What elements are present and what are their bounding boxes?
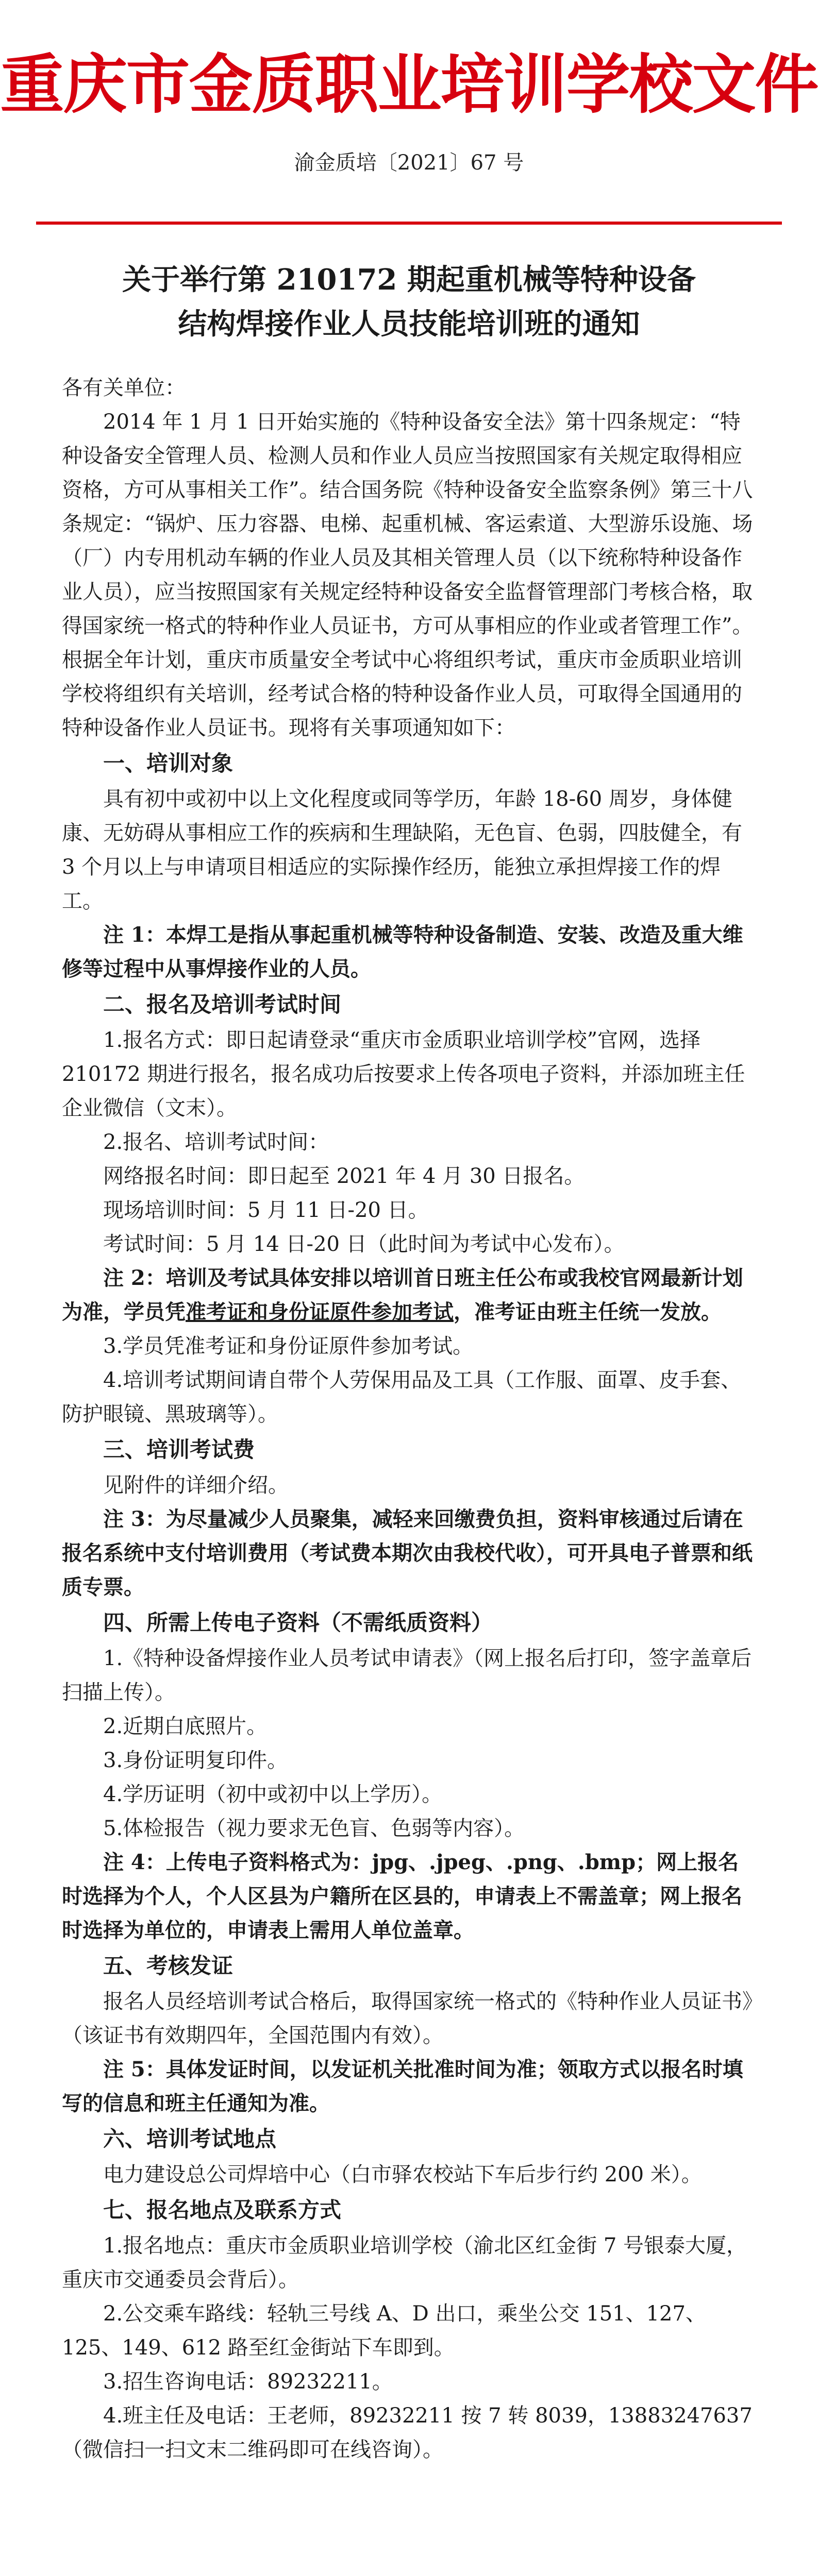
- section-4-item-4: 4.学历证明（初中或初中以上学历）。: [103, 1783, 443, 1806]
- section-6-paragraph: 电力建设总公司焊培中心（白市驿农校站下车后步行约 200 米）。: [103, 2163, 702, 2187]
- section-heading-2: 二、报名及培训考试时间: [103, 992, 342, 1017]
- notice-title-line-2: 结构焊接作业人员技能培训班的通知: [178, 307, 640, 341]
- section-3-paragraph: 见附件的详细介绍。: [103, 1473, 289, 1497]
- section-7-item-3: 3.招生咨询电话：89232211。: [103, 2370, 393, 2394]
- section-4-note: 注 4：上传电子资料格式为：jpg、.jpeg、.png、.bmp；网上报名时选择为个人，个人区县为户籍所在区县的，申请表上不需盖章；网上报名时选择为单位的，申请表上需用人单位盖章。: [62, 1850, 742, 1942]
- red-separator-line: [36, 222, 782, 225]
- section-2-note-part-b: ，准考证由班主任统一发放。: [454, 1300, 722, 1324]
- section-4-item-3: 3.身份证明复印件。: [103, 1749, 288, 1772]
- section-5-paragraph: 报名人员经培训考试合格后，取得国家统一格式的《特种作业人员证书》（该证书有效期四年，全国范围内有效）。: [62, 1990, 753, 2047]
- section-2-note-part-a: 注 2：培训及考试具体安排以培训首日班主任公布或我校官网最新计划为准，学员凭: [62, 1266, 743, 1324]
- section-3-note: 注 3：为尽量减少人员聚集，减轻来回缴费负担，资料审核通过后请在报名系统中支付培训费用（考试费本期次由我校代收），可开具电子普票和纸质专票。: [62, 1507, 753, 1599]
- section-4-item-2: 2.近期白底照片。: [103, 1715, 268, 1738]
- section-2-note: [62, 1261, 756, 1329]
- section-1-note: 注 1：本焊工是指从事起重机械等特种设备制造、安装、改造及重大维修等过程中从事焊接作业的人员。: [62, 923, 743, 981]
- section-heading-6: 六、培训考试地点: [103, 2126, 277, 2151]
- school-document-title: 重庆市金质职业培训学校文件: [0, 48, 818, 122]
- notice-title: [62, 258, 756, 346]
- section-2-exam-time: 考试时间：5 月 14 日-20 日（此时间为考试中心发布）。: [103, 1232, 625, 1256]
- notice-title-line-1: 关于举行第 210172 期起重机械等特种设备: [122, 263, 696, 297]
- section-heading-4: 四、所需上传电子资料（不需纸质资料）: [103, 1610, 493, 1635]
- section-7-item-1: 1.报名地点：重庆市金质职业培训学校（渝北区红金街 7 号银泰大厦，重庆市交通委员会背后）。: [62, 2234, 747, 2292]
- section-4-item-5: 5.体检报告（视力要求无色盲、色弱等内容）。: [103, 1817, 525, 1840]
- section-7-item-4: 4.班主任及电话：王老师，89232211 按 7 转 8039，13883247637（微信扫一扫文末二维码即可在线咨询）。: [62, 2404, 753, 2462]
- section-2-note-underlined: 准考证和身份证原件参加考试: [186, 1300, 454, 1324]
- section-2-item-3: 3.学员凭准考证和身份证原件参加考试。: [103, 1334, 474, 1358]
- section-heading-3: 三、培训考试费: [103, 1437, 255, 1462]
- section-2-item-1: 1.报名方式：即日起请登录“重庆市金质职业培训学校”官网，选择 210172 期进行报名，报名成功后按要求上传各项电子资料，并添加班主任企业微信（文末）。: [62, 1028, 745, 1120]
- intro-paragraph: 2014 年 1 月 1 日开始实施的《特种设备安全法》第十四条规定：“特种设备安全管理人员、检测人员和作业人员应当按照国家有关规定取得相应资格，方可从事相关工作”。结合国务院《特种设备安全监察条例》第三十八条规定：“锅炉、压力容器、电梯、起重机械、客运索道、大型游乐设施、场（厂）内专用机动车辆的作业人员及其相关管理人员（以下统称特种设备作业人员），应当按照国家有关规定经特种设备安全监督管理部门考核合格，取得国家统一格式的特种作业人员证书，方可从事相应的作业或者管理工作”。根据全年计划，重庆市质量安全考试中心将组织考试，重庆市金质职业培训学校将组织有关培训，经考试合格的特种设备作业人员，可取得全国通用的特种设备作业人员证书。现将有关事项通知如下：: [62, 410, 753, 740]
- salutation: 各有关单位：: [62, 376, 186, 400]
- section-4-item-1: 1.《特种设备焊接作业人员考试申请表》（网上报名后打印，签字盖章后扫描上传）。: [62, 1647, 752, 1704]
- section-heading-7: 七、报名地点及联系方式: [103, 2197, 342, 2223]
- section-2-onsite-training: 现场培训时间：5 月 11 日-20 日。: [103, 1198, 429, 1222]
- section-2-online-registration: 网络报名时间：即日起至 2021 年 4 月 30 日报名。: [103, 1164, 585, 1188]
- section-1-paragraph: 具有初中或初中以上文化程度或同等学历，年龄 18-60 周岁，身体健康、无妨碍从事相应工作的疾病和生理缺陷，无色盲、色弱，四肢健全，有 3 个月以上与申请项目相适应的实际操作经历，能独立承担焊接工作的焊工。: [62, 787, 742, 913]
- section-2-item-4: 4.培训考试期间请自带个人劳保用品及工具（工作服、面罩、皮手套、防护眼镜、黑玻璃等）。: [62, 1368, 742, 1426]
- section-5-note: 注 5：具体发证时间，以发证机关批准时间为准；领取方式以报名时填写的信息和班主任通知为准。: [62, 2057, 743, 2115]
- section-heading-5: 五、考核发证: [103, 1953, 233, 1978]
- section-7-item-2: 2.公交乘车路线：轻轨三号线 A、D 出口，乘坐公交 151、127、125、149、612 路至红金街站下车即到。: [62, 2302, 706, 2360]
- notice-body: [62, 371, 756, 2467]
- section-2-item-2: 2.报名、培训考试时间：: [103, 1130, 329, 1154]
- document-header: [0, 46, 818, 177]
- section-heading-1: 一、培训对象: [103, 751, 233, 776]
- document-number: 渝金质培〔2021〕67 号: [294, 151, 524, 175]
